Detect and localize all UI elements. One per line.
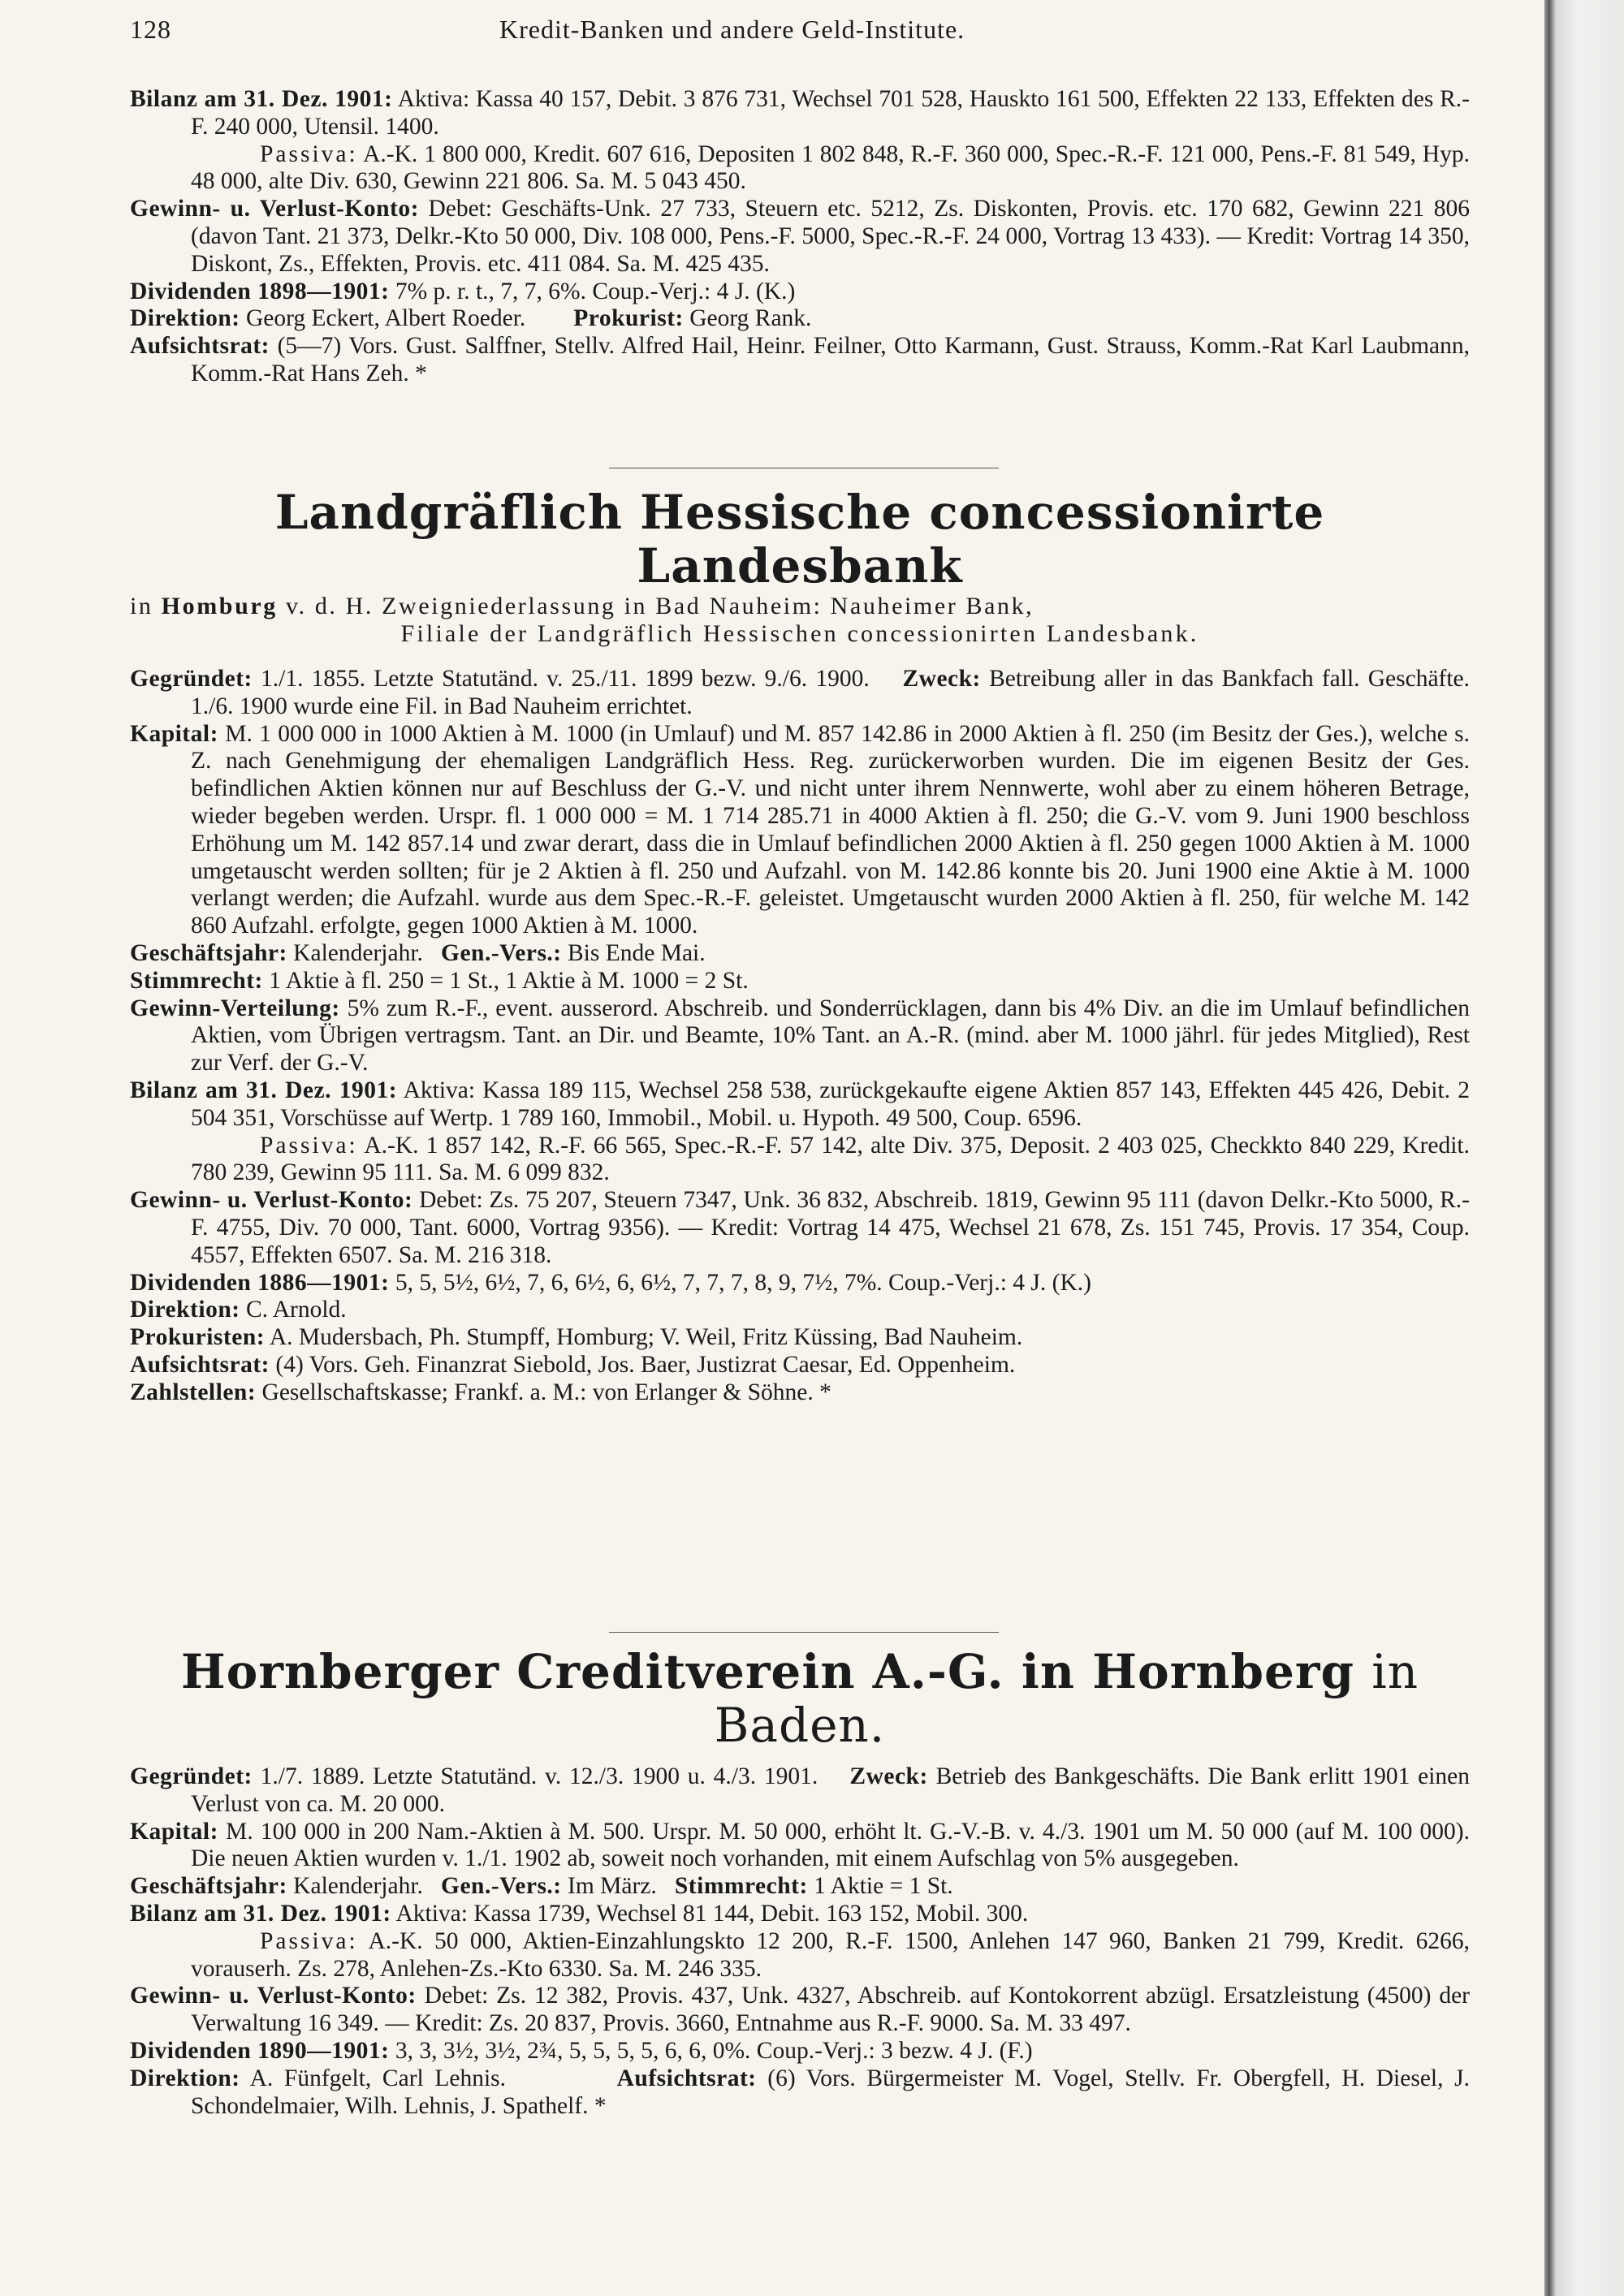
- passiva-paragraph: [130, 141, 1470, 196]
- kapital-paragraph: [130, 1819, 1470, 1874]
- aufsichtsrat-paragraph: [130, 1352, 1470, 1379]
- stimmrecht-text: 1 Aktie à fl. 250 = 1 St., 1 Aktie à M. 1000 = 2 St.: [269, 967, 749, 994]
- stimmrecht-label: Stimmrecht:: [674, 1873, 808, 1900]
- dividenden-paragraph: [130, 2038, 1470, 2065]
- direktion-text: A. Fünfgelt, Carl Lehnis.: [249, 2065, 507, 2091]
- prokuristen-paragraph: [130, 1324, 1470, 1352]
- location-place: Homburg: [161, 593, 278, 619]
- bilanz-label: Bilanz am 31. Dez. 1901:: [130, 1900, 391, 1927]
- location-suffix: v. d. H.: [285, 593, 374, 619]
- zweck-label: Zweck:: [902, 666, 981, 692]
- dividenden-text: 3, 3, 3½, 3½, 2¾, 5, 5, 5, 5, 6, 6, 0%. Coup.-Verj.: 3 bezw. 4 J. (F.): [395, 2037, 1033, 2064]
- bilanz-paragraph: [130, 1077, 1470, 1133]
- entry-title-main: Hornberger Creditverein A.-G. in Hornberg: [180, 1644, 1355, 1699]
- entry-title: Landgräflich Hessische concessionirte Landesbank: [274, 485, 1325, 593]
- direktion-paragraph: [130, 2065, 1470, 2121]
- page-number: 128: [130, 15, 171, 44]
- dividenden-text: 7% p. r. t., 7, 7, 6%. Coup.-Verj.: 4 J. (K.): [395, 278, 796, 304]
- direktion-label: Direktion:: [130, 1297, 240, 1323]
- passiva-text: A.-K. 50 000, Aktien-Einzahlungskto 12 200, R.-F. 1500, Anlehen 147 960, Banken 21 799, Kredit. 6266, vorauserh. Zs. 278, Anlehen-Zs.-Kto 6330. Sa. M. 246 335.: [191, 1927, 1470, 1982]
- stimmrecht-text: 1 Aktie = 1 St.: [814, 1873, 953, 1900]
- prokurist-text: Georg Rank.: [689, 305, 812, 332]
- branch-text: Zweigniederlassung in Bad Nauheim: Nauheimer Bank,: [382, 593, 1034, 619]
- page-edge-shadow: [1544, 0, 1624, 2296]
- passiva-text: A.-K. 1 857 142, R.-F. 66 565, Spec.-R.-F. 57 142, alte Div. 375, Deposit. 2 403 025, Checkkto 840 229, Kredit. 780 239, Gewinn 95 111. Sa. M. 6 099 832.: [191, 1132, 1471, 1186]
- guv-text: Debet: Geschäfts-Unk. 27 733, Steuern etc. 5212, Zs. Diskonten, Provis. etc. 170 682, Gewinn 221 806 (davon Tant. 21 373, Delkr.-Kto 50 000, Div. 108 000, Pens.-F. 5000, Spec.-R.-F. 24 000, Vortrag 13 433). — Kredit: Vortrag 14 350, Diskont, Zs., Effekten, Provis. etc. 411 084. Sa. M. 425 435.: [191, 196, 1470, 277]
- aufsichtsrat-text: (4) Vors. Geh. Finanzrat Siebold, Jos. Baer, Justizrat Caesar, Ed. Oppenheim.: [275, 1351, 1016, 1378]
- geschaeftsjahr-text: Kalenderjahr.: [293, 1873, 423, 1900]
- passiva-paragraph: [130, 1928, 1470, 1983]
- entry-hornberger: [130, 1645, 1470, 2120]
- gewinn-verteilung-label: Gewinn-Verteilung:: [130, 995, 340, 1021]
- guv-text: Debet: Zs. 75 207, Steuern 7347, Unk. 36 832, Abschreib. 1819, Gewinn 95 111 (davon Delkr.-Kto 5000, R.-F. 4755, Div. 70 000, Tant. 6000, Vortrag 9356). — Kredit: Vortrag 14 475, Wechsel 21 678, Zs. 151 745, Provis. 17 354, Coup. 4557, Effekten 6507. Sa. M. 216 318.: [191, 1187, 1470, 1268]
- gegruendet-paragraph: [130, 666, 1470, 721]
- passiva-paragraph: [130, 1133, 1470, 1188]
- prokuristen-text: A. Mudersbach, Ph. Stumpff, Homburg; V. Weil, Fritz Küssing, Bad Nauheim.: [269, 1324, 1023, 1351]
- guv-paragraph: [130, 1187, 1470, 1269]
- gewinn-verteilung-paragraph: [130, 995, 1470, 1077]
- guv-paragraph: [130, 196, 1470, 278]
- zahlstellen-text: Gesellschaftskasse; Frankf. a. M.: von Erlanger & Söhne. *: [261, 1379, 831, 1405]
- bilanz-label: Bilanz am 31. Dez. 1901:: [130, 1077, 398, 1103]
- gen-vers-text: Bis Ende Mai.: [568, 939, 706, 966]
- passiva-label: Passiva:: [260, 1132, 358, 1159]
- passiva-label: Passiva:: [260, 1927, 358, 1954]
- location-prefix: in: [130, 593, 153, 619]
- direktion-label: Direktion:: [130, 305, 240, 332]
- bilanz-label: Bilanz am 31. Dez. 1901:: [130, 86, 393, 112]
- entry-landesbank: [130, 486, 1470, 1407]
- guv-label: Gewinn- u. Verlust-Konto:: [130, 196, 419, 222]
- aufsichtsrat-label: Aufsichtsrat:: [130, 1351, 270, 1378]
- prokuristen-label: Prokuristen:: [130, 1324, 266, 1351]
- kapital-text: M. 100 000 in 200 Nam.-Aktien à M. 500. Urspr. M. 50 000, erhöht lt. G.-V.-B. v. 4./3. 1901 um M. 50 000 (auf M. 100 000). Die neuen Aktien wurden v. 1./1. 1902 ab, soweit noch vorhanden, mit einem Aufschlag von 5% ausgegeben.: [191, 1818, 1471, 1872]
- aufsichtsrat-text: (5—7) Vors. Gust. Salffner, Stellv. Alfred Hail, Heinr. Feilner, Otto Karmann, Gust. Strauss, Komm.-Rat Karl Laubmann, Komm.-Rat Hans Zeh. *: [191, 333, 1471, 386]
- gen-vers-label: Gen.-Vers.:: [441, 939, 562, 966]
- entry-subtitle: [130, 593, 1470, 620]
- dividenden-label: Dividenden 1890—1901:: [130, 2037, 390, 2064]
- entry-title-tail: in Baden.: [714, 1644, 1419, 1753]
- aufsichtsrat-paragraph: [130, 333, 1470, 388]
- kapital-paragraph: [130, 721, 1470, 940]
- geschaeftsjahr-label: Geschäftsjahr:: [130, 939, 287, 966]
- zweck-text: Betreibung aller in das Bankfach fall. Geschäfte. 1./6. 1900 wurde eine Fil. in Bad Nauheim errichtet.: [191, 666, 1471, 719]
- dividenden-label: Dividenden 1886—1901:: [130, 1269, 390, 1296]
- gegruendet-paragraph: [130, 1763, 1470, 1819]
- entry-title: [130, 1645, 1470, 1752]
- bilanz-text: Aktiva: Kassa 1739, Wechsel 81 144, Debit. 163 152, Mobil. 300.: [395, 1900, 1029, 1927]
- gegruendet-label: Gegründet:: [130, 1763, 253, 1789]
- kapital-text: M. 1 000 000 in 1000 Aktien à M. 1000 (in Umlauf) und M. 857 142.86 in 2000 Aktien à fl. 250 (im Besitz der Ges.), welche s. Z. nach Genehmigung der ehemaligen Landgräflich Hess. Reg. zurückerworben wurden. Die im eigenen Besitz der Ges. befindlichen Aktien können nur auf Beschluss der G.-V. und nicht unter ihrem Nennwerte, wohl aber zu einem höheren Betrage, wieder begeben werden. Urspr. fl. 1 000 000 = M. 1 714 285.71 in 4000 Aktien à fl. 250; die G.-V. vom 9. Juni 1900 beschloss Erhöhung um M. 142 857.14 und zwar derart, dass die in Umlauf befindlichen 2000 Aktien à fl. 250 gegen 1000 Aktien à M. 1000 umgetauscht werden sollten; für je 2 Aktien à fl. 250 und Aufzahl. von M. 142.86 konnte bis 20. Juni 1900 eine Aktie à M. 1000 verlangt werden; die Aufzahl. wurde aus dem Spec.-R.-F. geleistet. Umgetauscht wurden 2000 Aktien à fl. 250, für welche M. 142 860 Aufzahl. erfolgte, gegen 1000 Aktien à M. 1000.: [191, 720, 1471, 939]
- guv-text: Debet: Zs. 12 382, Provis. 437, Unk. 4327, Abschreib. auf Kontokorrent abzügl. Ersatzleistung (4500) der Verwaltung 16 349. — Kredit: Zs. 20 837, Provis. 3660, Entnahme aus R.-F. 9000. Sa. M. 33 497.: [191, 1983, 1470, 2037]
- zahlstellen-label: Zahlstellen:: [130, 1379, 257, 1405]
- gen-vers-text: Im März.: [568, 1873, 657, 1900]
- direktion-text: C. Arnold.: [245, 1297, 347, 1323]
- zahlstellen-paragraph: [130, 1379, 1470, 1407]
- dividenden-label: Dividenden 1898—1901:: [130, 278, 390, 304]
- prokurist-label: Prokurist:: [573, 305, 684, 332]
- direktion-paragraph: [130, 1297, 1470, 1324]
- stimmrecht-paragraph: [130, 968, 1470, 995]
- dividenden-paragraph: [130, 278, 1470, 306]
- aufsichtsrat-label: Aufsichtsrat:: [130, 333, 270, 360]
- running-title: Kredit-Banken und andere Geld-Institute.: [499, 15, 965, 44]
- gewinn-verteilung-text: 5% zum R.-F., event. ausserord. Abschreib. und Sonderrücklagen, dann bis 4% Div. an die im Umlauf befindlichen Aktien, vom Übrigen vertragsm. Tant. an Dir. und Beamte, 10% Tant. an A.-R. (mind. aber M. 1000 jährl. für jedes Mitglied), Rest zur Verf. der G.-V.: [191, 995, 1470, 1077]
- geschaeftsjahr-paragraph: [130, 1873, 1470, 1901]
- divider-rule: [609, 1632, 999, 1633]
- guv-label: Gewinn- u. Verlust-Konto:: [130, 1187, 413, 1214]
- passiva-text: A.-K. 1 800 000, Kredit. 607 616, Depositen 1 802 848, R.-F. 360 000, Spec.-R.-F. 121 000, Pens.-F. 81 549, Hyp. 48 000, alte Div. 630, Gewinn 221 806. Sa. M. 5 043 450.: [191, 140, 1470, 195]
- kapital-label: Kapital:: [130, 1818, 218, 1845]
- gegruendet-label: Gegründet:: [130, 666, 253, 692]
- stimmrecht-label: Stimmrecht:: [130, 967, 263, 994]
- geschaeftsjahr-paragraph: [130, 940, 1470, 968]
- geschaeftsjahr-label: Geschäftsjahr:: [130, 1873, 287, 1900]
- branch-text-2: Filiale der Landgräflich Hessischen concessionirten Landesbank.: [400, 620, 1199, 647]
- aufsichtsrat-text: (6) Vors. Bürgermeister M. Vogel, Stellv. Fr. Obergfell, H. Diesel, J. Schondelmaier, Wilh. Lehnis, J. Spathelf. *: [191, 2065, 1471, 2119]
- geschaeftsjahr-text: Kalenderjahr.: [293, 939, 423, 966]
- direktion-paragraph: [130, 305, 1470, 333]
- zweck-label: Zweck:: [849, 1763, 928, 1789]
- gen-vers-label: Gen.-Vers.:: [441, 1873, 562, 1900]
- kapital-label: Kapital:: [130, 720, 218, 747]
- aufsichtsrat-label: Aufsichtsrat:: [616, 2065, 757, 2091]
- gegruendet-text: 1./7. 1889. Letzte Statutänd. v. 12./3. 1900 u. 4./3. 1901.: [260, 1763, 818, 1789]
- running-head: [130, 15, 1470, 50]
- passiva-label: Passiva:: [260, 140, 358, 167]
- guv-label: Gewinn- u. Verlust-Konto:: [130, 1983, 417, 2009]
- gegruendet-text: 1./1. 1855. Letzte Statutänd. v. 25./11. 1899 bezw. 9./6. 1900.: [261, 666, 870, 692]
- bilanz-text: Aktiva: Kassa 189 115, Wechsel 258 538, zurückgekaufte eigene Aktien 857 143, Effekten 445 426, Debit. 2 504 351, Vorschüsse auf Wertp. 1 789 160, Immobil., Mobil. u. Hypoth. 49 500, Coup. 6596.: [191, 1077, 1470, 1131]
- dividenden-paragraph: [130, 1270, 1470, 1297]
- bilanz-text: Aktiva: Kassa 40 157, Debit. 3 876 731, Wechsel 701 528, Hauskto 161 500, Effekten 22 133, Effekten des R.-F. 240 000, Utensil. 1400.: [191, 86, 1470, 140]
- bilanz-paragraph: [130, 86, 1470, 141]
- bilanz-paragraph: [130, 1901, 1470, 1928]
- entry-continued: [130, 86, 1470, 388]
- zweck-text: Betrieb des Bankgeschäfts. Die Bank erlitt 1901 einen Verlust von ca. M. 20 000.: [191, 1763, 1471, 1817]
- direktion-label: Direktion:: [130, 2065, 240, 2091]
- dividenden-text: 5, 5, 5½, 6½, 7, 6, 6½, 6, 6½, 7, 7, 7, 8, 9, 7½, 7%. Coup.-Verj.: 4 J. (K.): [395, 1269, 1091, 1296]
- guv-paragraph: [130, 1983, 1470, 2038]
- direktion-text: Georg Eckert, Albert Roeder.: [245, 305, 526, 332]
